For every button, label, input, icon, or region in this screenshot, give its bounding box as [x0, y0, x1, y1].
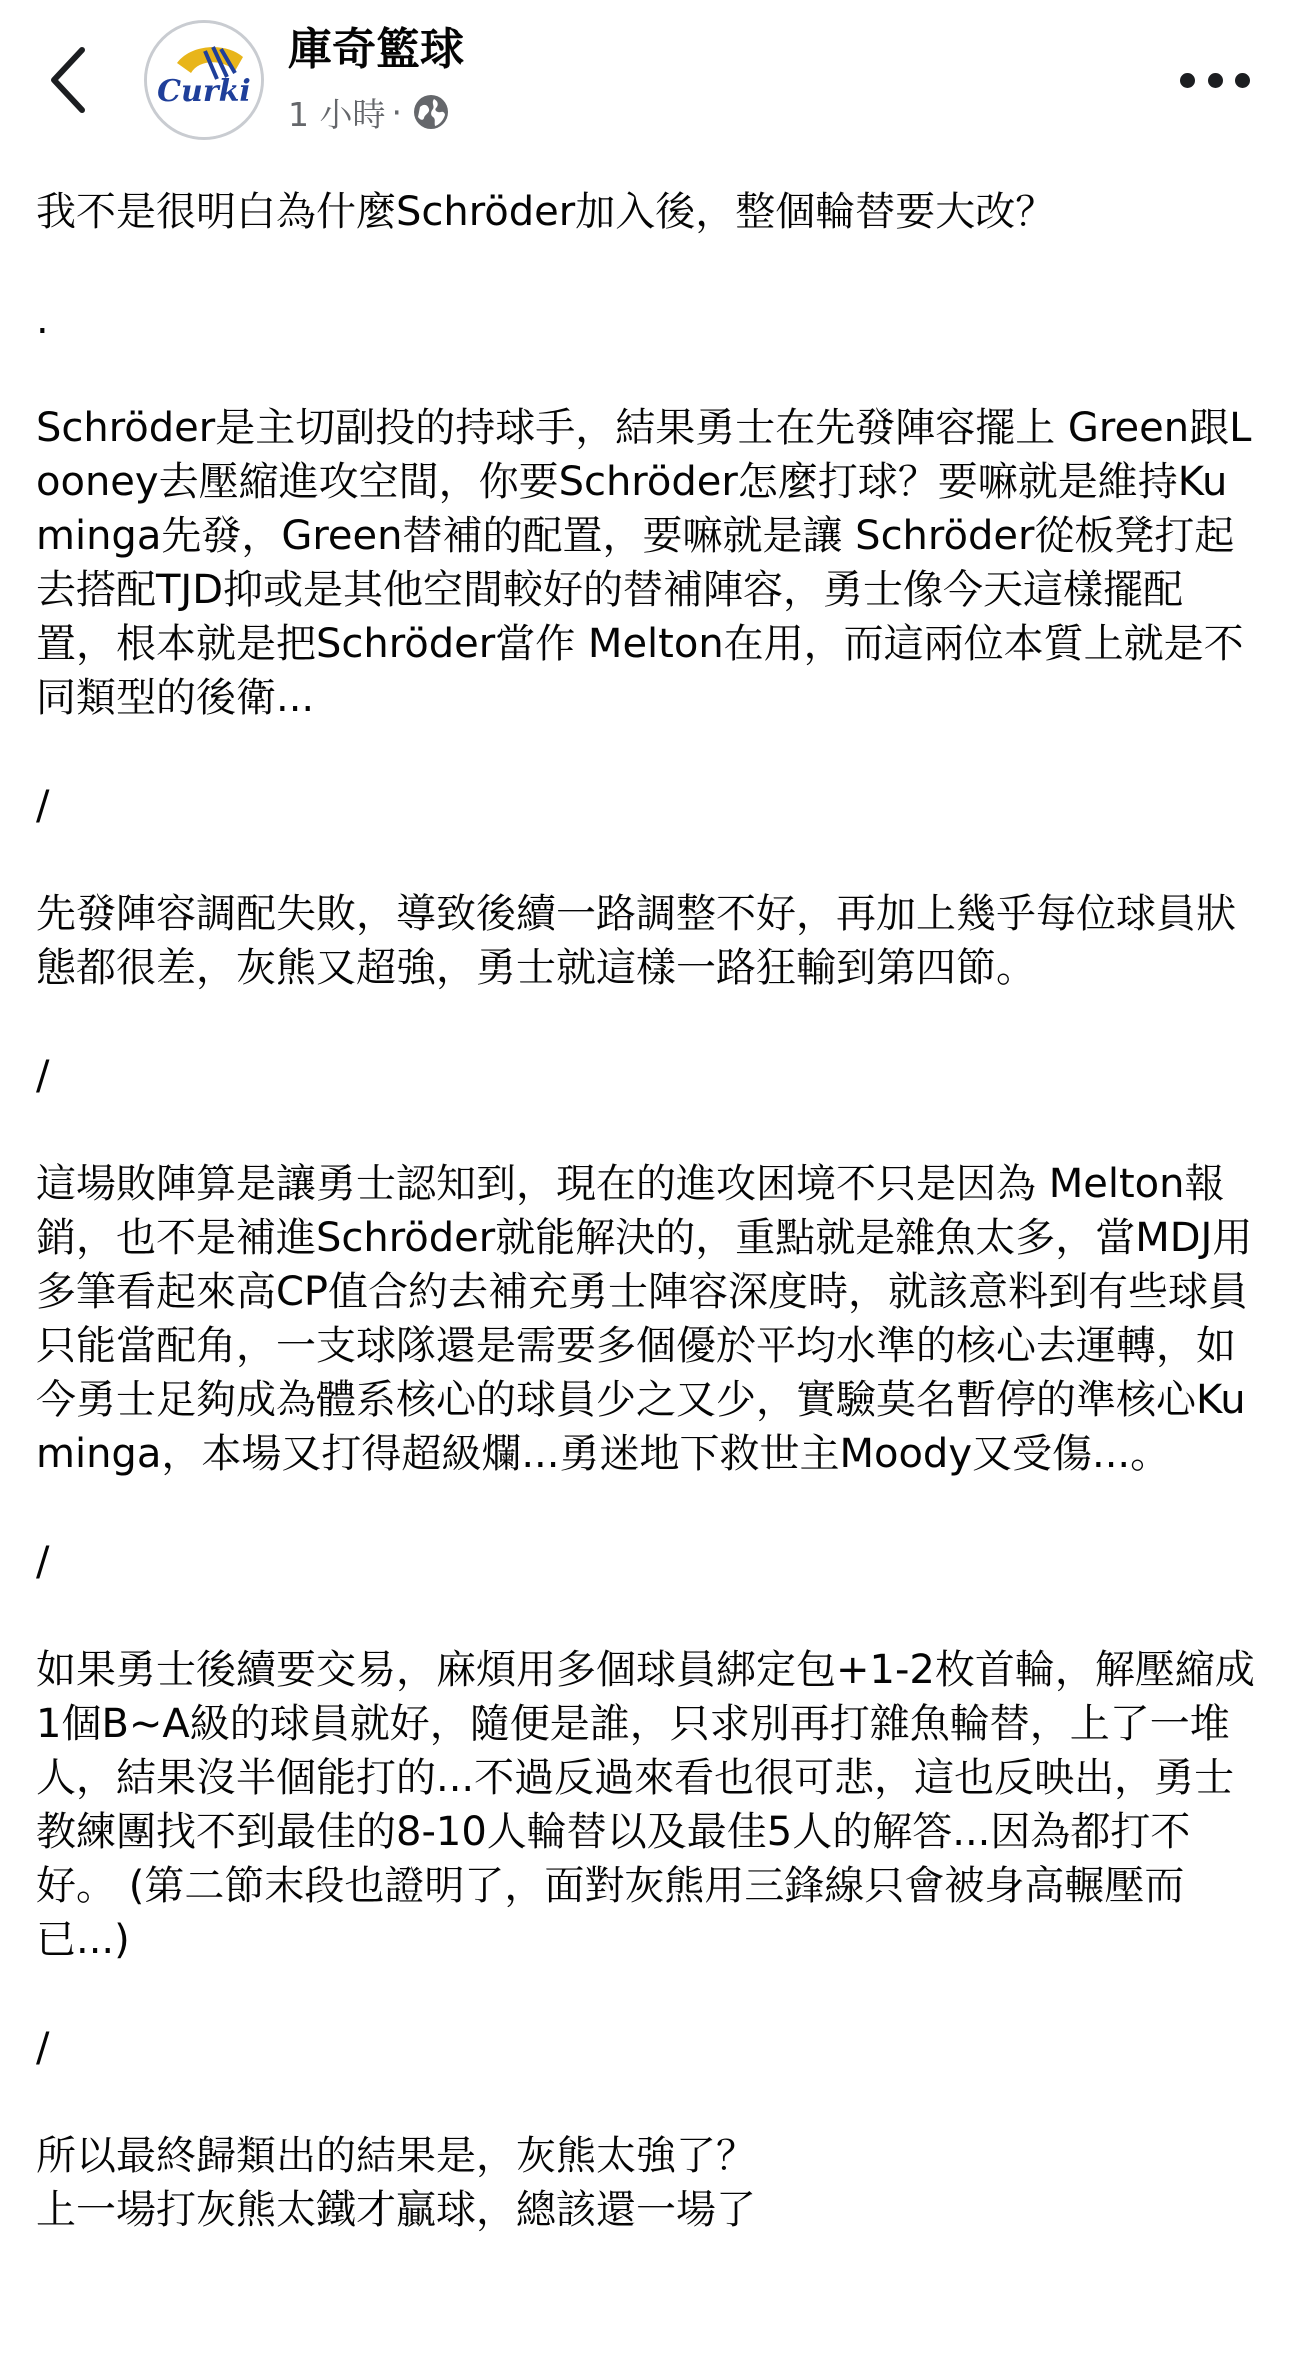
svg-text:Curki: Curki [157, 74, 251, 109]
post-paragraph: 這場敗陣算是讓勇士認知到，現在的進攻困境不只是因為 Melton報銷，也不是補進Schröder就能解決的，重點就是雜魚太多，當MDJ用多筆看起來高CP值合約去補充勇士陣容深度時，就該意料到有些球員只能當配角，一支球隊還是需要多個優於平均水準的核心去運轉，如今勇士足夠成為體系核心的球員少之又少，實驗莫名暫停的準核心Kuminga，本場又打得超級爛...勇迷地下救世主Moody又受傷...。 [36, 1161, 1253, 1477]
post-separator: / [36, 783, 50, 829]
post-separator: / [36, 1053, 50, 1099]
more-dot-icon [1208, 73, 1223, 88]
more-dot-icon [1180, 73, 1195, 88]
curki-logo-icon [147, 23, 261, 137]
post-paragraph: 所以最終歸類出的結果是，灰熊太強了？ 上一場打灰熊太鐵才贏球，總該還一場了 [36, 2133, 756, 2233]
post-paragraph: Schröder是主切副投的持球手，結果勇士在先發陣容擺上 Green跟Looney去壓縮進攻空間，你要Schröder怎麼打球？要嘛就是維持Kuminga先發，Green替補的配置，要嘛就是讓 Schröder從板凳打起去搭配TJD抑或是其他空間較好的替補陣容，勇士像今天這樣擺配置，根本就是把Schröder當作 Melton在用，而這兩位本質上就是不同類型的後衛... [36, 405, 1252, 721]
post-header [0, 0, 1290, 160]
post-body [36, 185, 1258, 2237]
more-dot-icon [1235, 73, 1250, 88]
post-meta [288, 88, 450, 136]
post-paragraph: 如果勇士後續要交易，麻煩用多個球員綁定包+1-2枚首輪，解壓縮成1個B~A級的球員就好，隨便是誰，只求別再打雜魚輪替，上了一堆人，結果沒半個能打的...不過反過來看也很可悲，這也反映出，勇士教練團找不到最佳的8-10人輪替以及最佳5人的解答...因為都打不好。 (第二節末段也證明了，面對灰熊用三鋒線只會被身高輾壓而已...) [36, 1647, 1255, 1963]
post-paragraph: 先發陣容調配失敗，導致後續一路調整不好，再加上幾乎每位球員狀態都很差，灰熊又超強，勇士就這樣一路狂輸到第四節。 [36, 891, 1236, 991]
post-time[interactable]: 1 小時 [288, 94, 386, 134]
chevron-left-icon [40, 40, 100, 120]
post-paragraph: 我不是很明白為什麼Schröder加入後，整個輪替要大改？ [36, 189, 1056, 235]
globe-icon [412, 93, 450, 131]
page-avatar[interactable] [144, 20, 264, 140]
post-separator: . [36, 297, 49, 343]
more-options-button[interactable] [1180, 58, 1250, 102]
post-separator: / [36, 2025, 50, 2071]
back-button[interactable] [40, 40, 100, 120]
page-name[interactable]: 庫奇籃球 [288, 24, 464, 75]
meta-separator: · [391, 92, 402, 132]
post-separator: / [36, 1539, 50, 1585]
